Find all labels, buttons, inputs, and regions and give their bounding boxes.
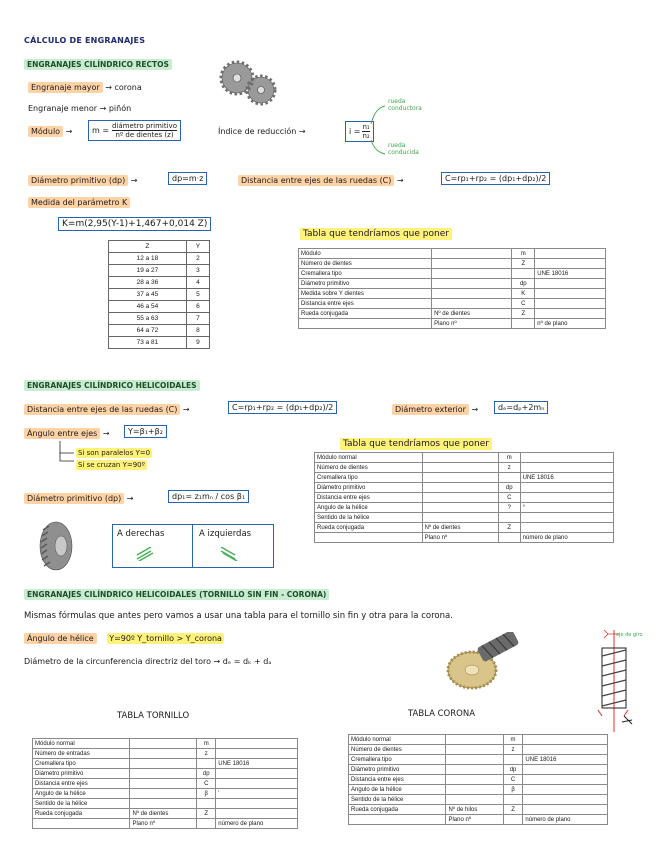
table-row: Diámetro primitivo dp bbox=[33, 769, 298, 779]
tabla-tornillo-title: TABLA TORNILLO bbox=[117, 711, 190, 721]
helicoidales-data-table bbox=[314, 452, 614, 543]
table-row: Distancia entre ejes C bbox=[299, 299, 606, 309]
table-row: 37 a 45 5 bbox=[109, 289, 210, 301]
table-row: Módulo normal m bbox=[349, 735, 608, 745]
angulo-ejes-label: Ángulo entre ejes bbox=[24, 428, 100, 439]
eje-de-giro-note: eje de giro bbox=[616, 632, 643, 638]
diametro-exterior-formula: dₑ=dₚ+2mₙ bbox=[494, 401, 548, 414]
angulo-helice-label: Ángulo de hélice bbox=[24, 633, 97, 644]
table-row: Sentido de la hélice bbox=[315, 513, 614, 523]
table-row: Diámetro primitivo dp bbox=[349, 765, 608, 775]
reduccion-label: Índice de reducción bbox=[218, 127, 297, 136]
table-row: Rueda conjugada Nº de hilos Z bbox=[349, 805, 608, 815]
tabla-corona-title: TABLA CORONA bbox=[408, 709, 476, 719]
table-row: Angulo de la hélice β ' bbox=[33, 789, 298, 799]
table-row: Número de dientes Z bbox=[299, 259, 606, 269]
z-y-table: Z Y 12 a 18 2 19 a 27 3 28 a 36 4 37 a 45 5 46 a 54 6 55 a 63 7 64 a 72 8 73 a 81 9 bbox=[108, 240, 210, 349]
rueda-conductora-note: rueda conductora bbox=[388, 98, 422, 112]
table-row: Angulo de la hélice β bbox=[349, 785, 608, 795]
a-izquierdas-label: A izquierdas bbox=[199, 529, 252, 539]
table-row: Cremallera tipo UNE 18016 bbox=[33, 759, 298, 769]
engranaje-mayor-value: corona bbox=[114, 83, 142, 92]
dp-helicoidal-label: Diámetro primitivo (dp) bbox=[24, 493, 124, 504]
dp-formula: dp=m·z bbox=[168, 172, 207, 185]
k-formula: K=m(2,95(Y-1)+1,467+0,014 Z) bbox=[58, 217, 211, 231]
distancia-formula: C=rp₁+rp₂ = (dp₁+dp₂)/2 bbox=[441, 172, 550, 185]
table-row: Diámetro primitivo dp bbox=[315, 483, 614, 493]
table-row: Número de dientes z bbox=[315, 463, 614, 473]
table-row: Cremallera tipo UNE 18016 bbox=[315, 473, 614, 483]
table-row: Distancia entre ejes C bbox=[33, 779, 298, 789]
table-row: 73 a 81 9 bbox=[109, 337, 210, 349]
tornillo-data-table bbox=[32, 738, 298, 829]
angulo-ejes-formula: Y=β₁+β₂ bbox=[124, 425, 167, 438]
page-title: CÁLCULO DE ENGRANAJES bbox=[24, 36, 146, 45]
modulo-numerator: diámetro primitivo bbox=[112, 122, 177, 130]
worm-gear-image bbox=[442, 632, 524, 694]
engranaje-menor-value: piñón bbox=[108, 104, 132, 113]
table-row: Módulo m bbox=[299, 249, 606, 259]
distancia-label: Distancia entre ejes de las ruedas (C) bbox=[238, 175, 394, 186]
table-row: Plano nº número de plano bbox=[349, 815, 608, 825]
right-hand-helix-icon bbox=[135, 547, 155, 561]
section-helicoidales-heading: ENGRANAJES CILÍNDRICO HELICOIDALES bbox=[24, 380, 200, 391]
table-row: Módulo normal m bbox=[315, 453, 614, 463]
table-row: Cremallera tipo UNE 18016 bbox=[299, 269, 606, 279]
section-rectos-heading: ENGRANAJES CILÍNDRICO RECTOS bbox=[24, 59, 172, 70]
diametro-toro-text: Diámetro de la circunferencia directriz del toro → dₑ = dₖ + dₐ bbox=[24, 657, 272, 666]
rectos-data-table bbox=[298, 248, 606, 329]
spur-gears-image bbox=[213, 58, 279, 108]
engranaje-menor-label: Engranaje menor bbox=[28, 104, 98, 113]
corona-data-table bbox=[348, 734, 608, 825]
engranaje-mayor-label: Engranaje mayor bbox=[28, 82, 103, 93]
rueda-conducida-note: rueda conducida bbox=[388, 142, 419, 156]
cruzan-note: Si se cruzan Y=90º bbox=[78, 461, 145, 469]
dp-label: Diámetro primitivo (dp) bbox=[28, 175, 128, 186]
left-hand-helix-icon bbox=[219, 547, 239, 561]
helix-sense-box bbox=[112, 524, 274, 568]
worm-sketch bbox=[594, 626, 636, 736]
table-row: Medida sobre Y dientes K bbox=[299, 289, 606, 299]
table-row: Número de dientes z bbox=[349, 745, 608, 755]
table-row: Distancia entre ejes C bbox=[315, 493, 614, 503]
distancia-helicoidal-formula: C=rp₁+rp₂ = (dp₁+dp₂)/2 bbox=[228, 401, 337, 414]
table-row: Sentido de la hélice bbox=[349, 795, 608, 805]
table-row: 55 a 63 7 bbox=[109, 313, 210, 325]
table-row: Rueda conjugada Nº de dientes Z bbox=[299, 309, 606, 319]
table-row: Distancia entre ejes C bbox=[349, 775, 608, 785]
medida-k-label: Medida del parámetro K bbox=[28, 197, 130, 208]
modulo-denominator: nº de dientes (z) bbox=[115, 131, 174, 139]
angulo-helice-formula: Y=90º Y_tornillo > Y_corona bbox=[109, 634, 222, 643]
table-row: 19 a 27 3 bbox=[109, 265, 210, 277]
paralelos-note: Si son paralelos Y=0 bbox=[78, 449, 151, 457]
table-row: Número de entradas z bbox=[33, 749, 298, 759]
rectos-table-title: Tabla que tendríamos que poner bbox=[300, 228, 452, 240]
table-row: 64 a 72 8 bbox=[109, 325, 210, 337]
table-row: 12 a 18 2 bbox=[109, 253, 210, 265]
table-row: Cremallera tipo UNE 18016 bbox=[349, 755, 608, 765]
diametro-exterior-label: Diámetro exterior bbox=[392, 404, 469, 415]
modulo-formula: m = diámetro primitivo nº de dientes (z) bbox=[88, 120, 181, 141]
dp-helicoidal-formula: dp₁= z₁mₙ / cos β₁ bbox=[168, 490, 249, 503]
a-derechas-label: A derechas bbox=[117, 529, 165, 539]
table-row: Sentido de la hélice bbox=[33, 799, 298, 809]
table-row: Módulo normal m bbox=[33, 739, 298, 749]
table-row: 28 a 36 4 bbox=[109, 277, 210, 289]
table-row: Plano nº número de plano bbox=[315, 533, 614, 543]
helicoidales-table-title: Tabla que tendríamos que poner bbox=[340, 438, 492, 450]
table-row: Rueda conjugada Nº de dientes Z bbox=[33, 809, 298, 819]
table-row: Plano nº número de plano bbox=[33, 819, 298, 829]
table-row: Plano nº nº de plano bbox=[299, 319, 606, 329]
section-tornillo-heading: ENGRANAJES CILÍNDRICO HELICOIDALES (TORNILLO SIN FIN - CORONA) bbox=[24, 589, 329, 600]
helical-gear-image bbox=[34, 520, 76, 572]
angulo-branch-lines bbox=[56, 441, 76, 463]
reduccion-formula: i = $\frac{\text{n₁}}{\text{n₂}}$ bbox=[345, 121, 374, 142]
distancia-helicoidal-label: Distancia entre ejes de las ruedas (C) bbox=[24, 404, 180, 415]
table-row: Angulo de la hélice ? ° bbox=[315, 503, 614, 513]
modulo-label: Módulo bbox=[28, 126, 63, 137]
table-row: Rueda conjugada Nº de dientes Z bbox=[315, 523, 614, 533]
tornillo-intro-text: Mismas fórmulas que antes pero vamos a usar una tabla para el tornillo sin fin y otra para la corona. bbox=[24, 611, 453, 621]
table-row: Diámetro primitivo dp bbox=[299, 279, 606, 289]
table-row: 46 a 54 6 bbox=[109, 301, 210, 313]
